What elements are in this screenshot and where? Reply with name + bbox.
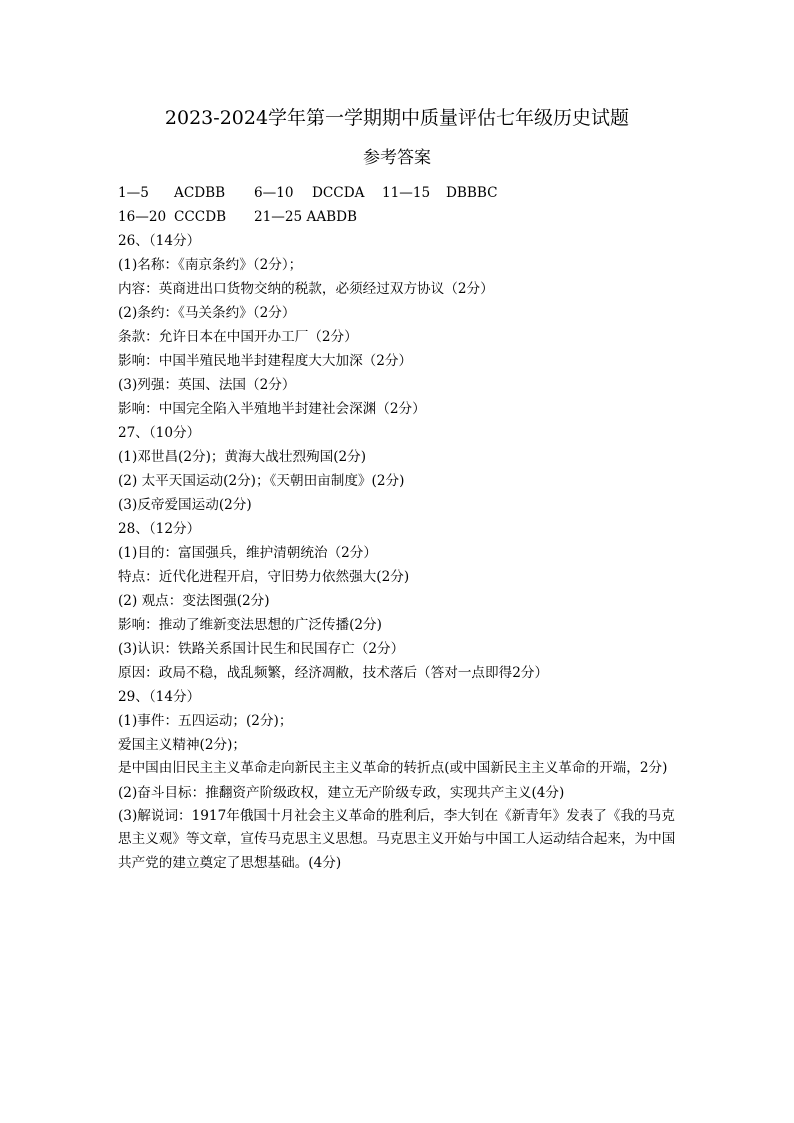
q26-line: 影响：中国半殖民地半封建程度大大加深（2分）: [118, 353, 413, 369]
q28-header: 28、（12分）: [118, 521, 201, 537]
q26-line: (1)名称：《南京条约》（2分）；: [118, 257, 303, 273]
q29-line: (1)事件：五四运动；(2分)；: [118, 713, 293, 729]
q26-line: (2)条约：《马关条约》（2分）: [118, 305, 296, 321]
document-title: 2023-2024学年第一学期期中质量评估七年级历史试题: [164, 107, 630, 129]
q26-line: 影响：中国完全陷入半殖地半封建社会深渊（2分）: [118, 401, 426, 417]
q29-paragraph: 是中国由旧民主主义革命走向新民主主义革命的转折点(或中国新民主主义革命的开端，2分): [118, 760, 668, 776]
q28-line: 影响：推动了维新变法思想的广泛传播(2分): [118, 617, 382, 633]
q28-line: 原因：政局不稳，战乱频繁，经济凋敝，技术落后（答对一点即得2分）: [118, 665, 549, 681]
q27-line: (1)邓世昌(2分)；黄海大战壮烈殉国(2分): [118, 449, 367, 465]
q29-paragraph: (3)解说词：1917年俄国十月社会主义革命的胜利后，李大钊在《新青年》发表了《我的马克思主义观》等文章，宣传马克思主义思想。马克思主义开始与中国工人运动结合起来，为中国共产党的建立奠定了思想基础。(4分): [118, 807, 676, 871]
choice-answers-6-10: DCCDA: [312, 185, 365, 201]
q28-line: (2) 观点：变法图强(2分): [118, 593, 270, 609]
choice-range-answers-21-25: 21—25 AABDB: [254, 209, 358, 225]
q26-header: 26、（14分）: [118, 233, 201, 249]
document-subtitle: 参考答案: [363, 148, 431, 168]
q27-header: 27、（10分）: [118, 425, 201, 441]
q28-line: (1)目的：富国强兵，维护清朝统治（2分）: [118, 545, 377, 561]
choice-answers-row-2: [118, 205, 684, 229]
q29-line: 爱国主义精神(2分)；: [118, 737, 247, 753]
choice-answers-1-5: ACDBB: [174, 185, 226, 201]
q28-line: 特点：近代化进程开启，守旧势力依然强大(2分): [118, 569, 410, 585]
q26-line: 内容：英商进出口货物交纳的税款，必须经过双方协议（2分）: [118, 281, 494, 297]
q26-line: 条款：允许日本在中国开办工厂（2分）: [118, 329, 358, 345]
q27-line: (3)反帝爱国运动(2分): [118, 497, 252, 513]
q27-line: (2) 太平天国运动(2分)；《天朝田亩制度》(2分): [118, 473, 405, 489]
choice-range-16-20: 16—20: [118, 209, 167, 225]
choice-answers-row-1: [118, 181, 684, 205]
q26-line: (3)列强：英国、法国（2分）: [118, 377, 296, 393]
q29-line: (2)奋斗目标：推翻资产阶级政权，建立无产阶级专政，实现共产主义(4分): [118, 784, 565, 801]
choice-range-11-15: 11—15: [382, 185, 431, 201]
q28-line: (3)认识：铁路关系国计民生和民国存亡（2分）: [118, 641, 405, 657]
choice-answers-16-20: CCCDB: [174, 209, 227, 225]
choice-range-6-10: 6—10: [254, 185, 294, 201]
q29-header: 29、（14分）: [118, 689, 201, 705]
choice-answers-11-15: DBBBC: [446, 185, 498, 201]
answer-body: [118, 181, 684, 875]
choice-range-1-5: 1—5: [118, 185, 149, 201]
